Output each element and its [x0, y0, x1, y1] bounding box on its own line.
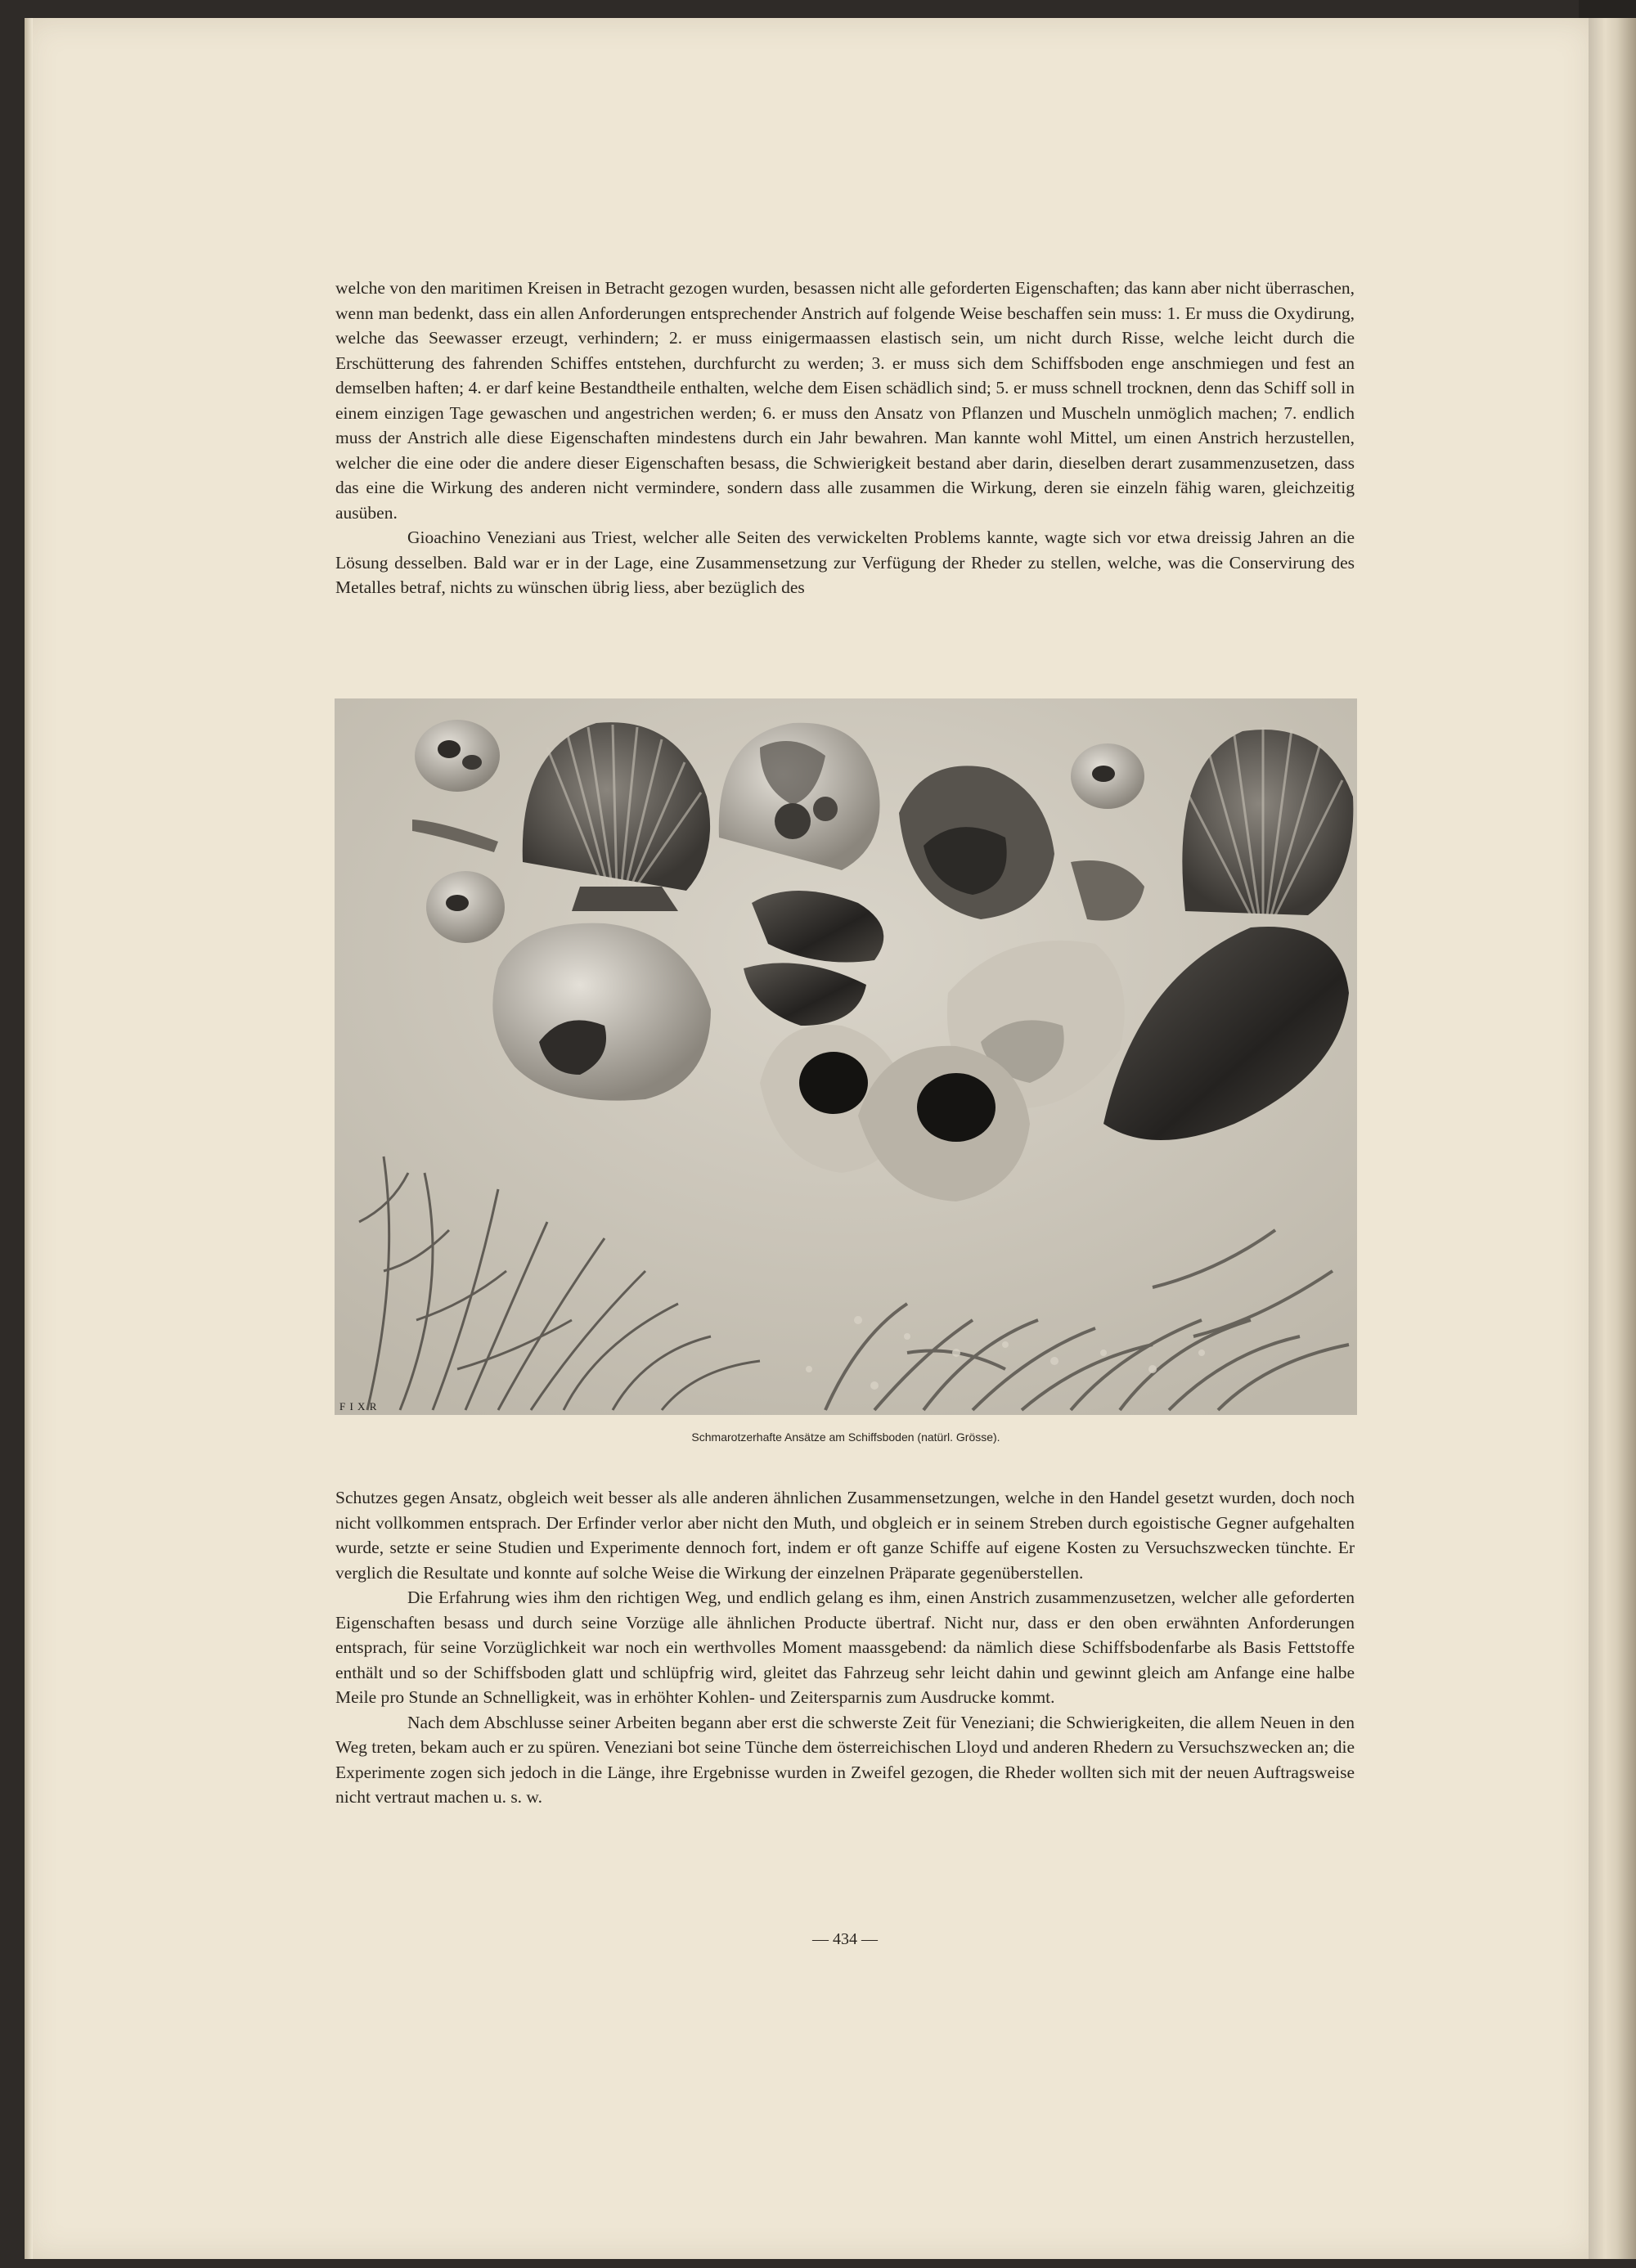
shells-illustration: [335, 698, 1357, 1415]
paragraph-difficulties: Nach dem Abschlusse seiner Arbeiten begann aber erst die schwerste Zeit für Veneziani; die Schwierigkeiten, die allem Neuen in den Weg treten, bekam auch er zu spüren. Veneziani bot seine Tünche dem österreichischen Lloyd und anderen Rhedern zu Versuchszwecken an; die Experimente zogen sich jedoch in die Länge, ihre Ergebnisse wurden in Zweifel gezogen, die Rheder wollten sich mit der neuen Auftragsweise nicht vertraut machen u. s. w.: [335, 1712, 1355, 1807]
photographer-signature: F I X R: [339, 1400, 378, 1412]
top-text-block: [335, 276, 1355, 600]
paragraph-experience: Die Erfahrung wies ihm den richtigen Weg, und endlich gelang es ihm, einen Anstrich zusammenzusetzen, welcher alle geforderten Eigenschaften besass und durch seine Vorzüge alle ähnlichen Producte übertraf. Nicht nur, dass er den oben erwähnten Anforderungen entsprach, für seine Vorzüglichkeit war noch ein werthvolles Moment maassgebend: da nämlich diese Schiffsbodenfarbe als Basis Fettstoffe enthält und so der Schiffsboden glatt und schlüpfrig wird, gleitet das Fahrzeug sehr leicht dahin und gewinnt gleich am Anfange eine halbe Meile pro Stunde an Schnelligkeit, was in erhöhter Kohlen- und Zeitersparnis zum Ausdrucke kommt.: [335, 1588, 1355, 1707]
paragraph-veneziani-intro: Gioachino Veneziani aus Triest, welcher alle Seiten des verwickelten Problems kannte, wagte sich vor etwa dreissig Jahren an die Lösung desselben. Bald war er in der Lage, eine Zusammensetzung zur Verfügung der Rheder zu stellen, welche, was die Conservirung des Metalles betraf, nichts zu wünschen übrig liess, aber bezüglich des: [335, 528, 1355, 597]
page-number: — 434 —: [812, 1930, 878, 1948]
figure-caption: Schmarotzerhafte Ansätze am Schiffsboden (natürl. Grösse).: [691, 1430, 1000, 1444]
shells-photograph: [335, 698, 1357, 1415]
paragraph-protection: Schutzes gegen Ansatz, obgleich weit besser als alle anderen ähnlichen Zusammensetzungen, welche in den Handel gesetzt wurden, doch noch nicht vollkommen entsprach. Der Erfinder verlor aber nicht den Muth, und obgleich er in seinem Streben durch egoistische Gegner aufgehalten wurde, setzte er seine Studien und Experimente dennoch fort, indem er oft ganze Schiffe auf eigene Kosten zu Versuchszwecken tünchte. Er verglich die Resultate und konnte auf solche Weise die Wirkung der einzelnen Präparate gegenüberstellen.: [335, 1488, 1355, 1583]
page-right-edge: [1589, 18, 1636, 2259]
paragraph-requirements: welche von den maritimen Kreisen in Betracht gezogen wurden, besassen nicht alle geforderten Eigenschaften; das kann aber nicht überraschen, wenn man bedenkt, dass ein allen Anforderungen entsprechender Anstrich auf folgende Weise beschaffen sein muss: 1. Er muss die Oxydirung, welche das Seewasser erzeugt, verhindern; 2. er muss einigermaassen elastisch sein, um nicht durch Risse, welche leicht durch die Erschütterung des fahrenden Schiffes entstehen, durchfurcht zu werden; 3. er muss sich dem Schiffsboden enge anschmiegen und fest an demselben haften; 4. er darf keine Bestandtheile enthalten, welche dem Eisen schädlich sind; 5. er muss schnell trocknen, denn das Schiff soll in einem einzigen Tage gewaschen und angestrichen werden; 6. er muss den Ansatz von Pflanzen und Muscheln unmöglich machen; 7. endlich muss der Anstrich alle diese Eigenschaften mindestens durch ein Jahr bewahren. Man kannte wohl Mittel, um einen Anstrich herzustellen, welcher die eine oder die andere dieser Eigenschaften besass, die Schwierigkeit bestand aber darin, dieselben derart zusammenzusetzen, dass das eine die Wirkung des anderen nicht vermindere, sondern dass alle zusammen die Wirkung, deren sie einzeln fähig waren, gleichzeitig ausüben.: [335, 278, 1355, 523]
page-gutter-shadow: [25, 18, 33, 2259]
bottom-text-block: [335, 1485, 1355, 1810]
